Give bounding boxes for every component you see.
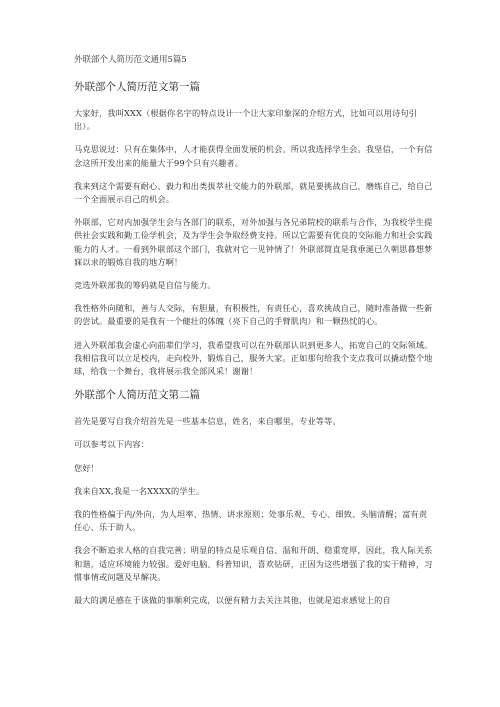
paragraph: 进入外联部我会虚心向前辈们学习，我希望我可以在外联部认识到更多人，拓宽自己的交际领域。我相信我可以立足校内，走向校外，锻炼自己，服务大家。正如那句给我个支点我可以撬动整个地球，给我一个舞台，我将展示我全部风采！谢谢！ bbox=[74, 339, 433, 377]
paragraph: 我会不断追求人格的自我完善；明显的特点是乐观自信、温和开朗、稳重宽厚，因此，我人际关系和谐，适应环境能力较强。爱好电脑、科普知识，喜欢钻研，正因为这些增强了我的实干精神，习惯事情或问题及早解决。 bbox=[74, 545, 433, 582]
document-title: 外联部个人简历范文通用5篇5 bbox=[74, 55, 187, 65]
paragraph: 首先是要写自我介绍首先是一些基本信息，姓名，来自哪里，专业等等。 bbox=[74, 416, 341, 427]
paragraph: 马克思说过：只有在集体中，人才能获得全面发展的机会。所以我选择学生会。我坚信，一个有信念这所开发出来的能量大于99个只有兴趣者。 bbox=[74, 144, 433, 168]
section-1 bbox=[74, 80, 434, 378]
section-heading: 外联部个人简历范文第二篇 bbox=[74, 389, 200, 402]
paragraph: 最大的满足感在于该做的事顺利完成，以便有精力去关注其他，也就是追求感觉上的自 bbox=[74, 595, 391, 606]
paragraph: 我的性格偏于内/外向，为人坦率、热情、讲求原则；处事乐观、专心、细致、头脑清醒；富有责任心、乐于助人。 bbox=[74, 509, 428, 533]
section-2 bbox=[74, 388, 434, 607]
paragraph: 外联部，它对内加强学生会与各部门的联系，对外加强与各兄弟院校的联系与合作，为我校学生提供社会实践和勤工俭学机会，及为学生会争取经费支持。所以它需要有优良的交际能力和社会实践能力的人才。一看到外联部这个部门，我就对它一见钟情了！外联部简直是我垂涎已久朝思暮想梦寐以求的锻炼自我的地方啊！ bbox=[74, 217, 433, 267]
paragraph: 您好！ bbox=[74, 462, 100, 473]
paragraph: 我来到这个需要有耐心、毅力和出类拔萃社交能力的外联部，就是要挑战自己，磨练自己，给自己一个全面展示自己的机会。 bbox=[74, 180, 433, 205]
paragraph: 大家好，我叫XXX（根据你名字的特点设计一个让大家印象深的介绍方式，比如可以用诗句引出）。 bbox=[74, 108, 418, 132]
paragraph: 可以参考以下内容： bbox=[74, 439, 150, 450]
paragraph: 竞选外联部我的筹码就是自信与能力。 bbox=[74, 280, 216, 291]
paragraph: 我性格外向随和，善与人交际，有胆量，有积极性，有责任心，喜欢挑战自己，随时准备做一些新的尝试。最重要的是我有一个健壮的体魄（亮下自己的手臂肌肉）和一颗热忱的心。 bbox=[74, 303, 433, 327]
section-heading: 外联部个人简历范文第一篇 bbox=[74, 81, 200, 93]
paragraph: 我来自XX,我是一名XXXX的学生。 bbox=[74, 485, 205, 496]
document-page bbox=[74, 54, 434, 617]
